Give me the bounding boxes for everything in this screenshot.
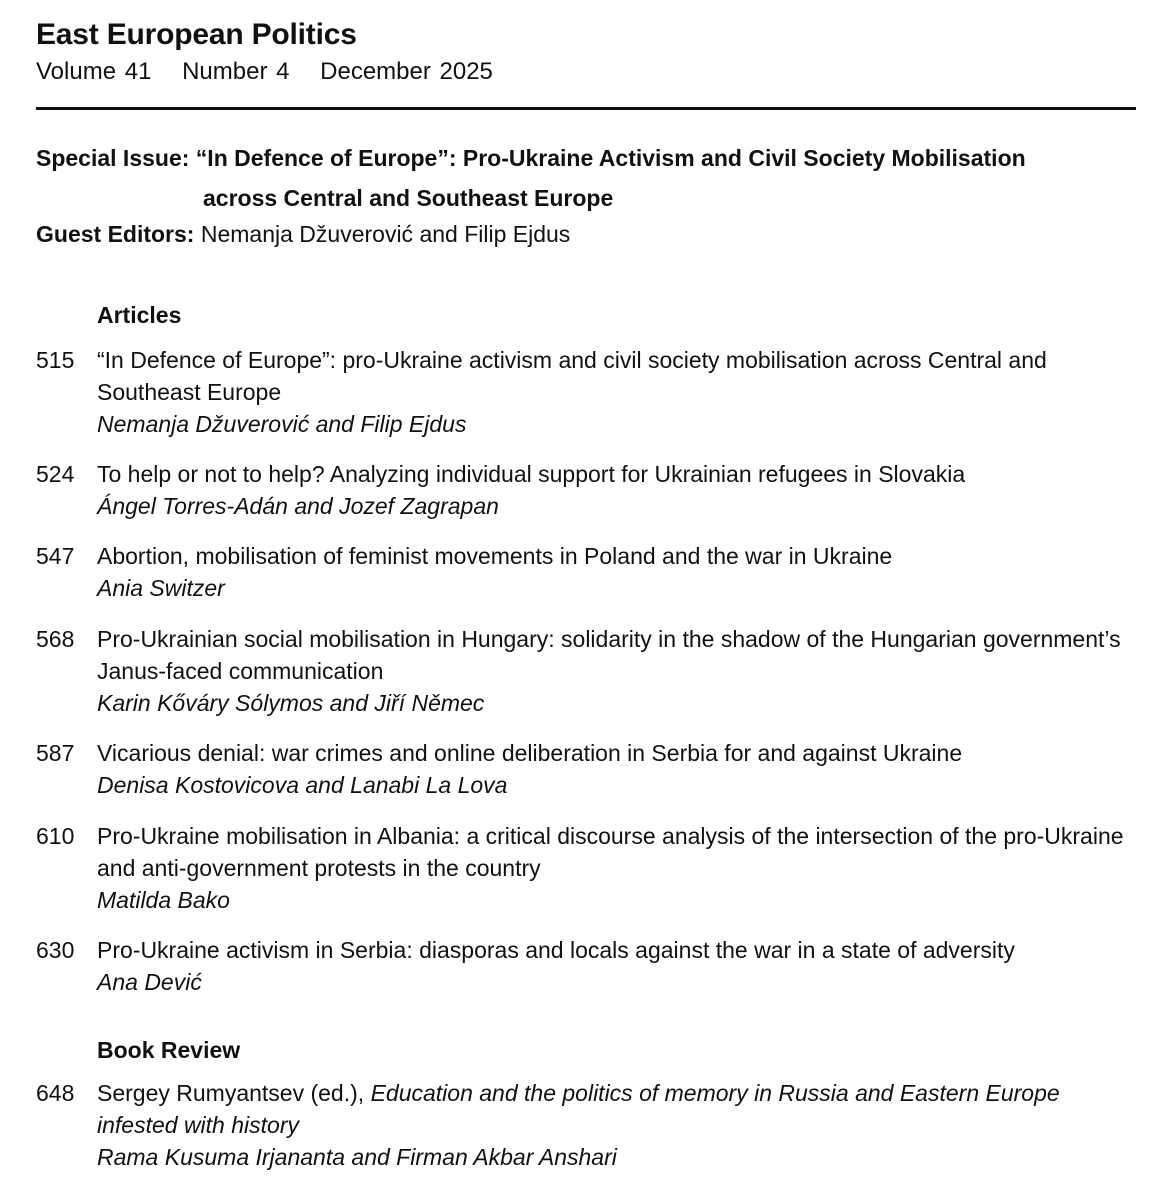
article-entry[interactable] xyxy=(36,540,1146,604)
article-authors: Ana Dević xyxy=(97,969,202,995)
article-authors: Matilda Bako xyxy=(97,887,230,913)
page-number: 587 xyxy=(36,740,75,766)
article-title: Abortion, mobilisation of feminist movements in Poland and the war in Ukraine xyxy=(97,543,893,569)
journal-title: East European Politics xyxy=(36,18,357,51)
issue-date: December 2025 xyxy=(320,58,493,85)
book-review-editor: Sergey Rumyantsev (ed.), xyxy=(97,1080,371,1106)
page-number: 610 xyxy=(36,823,75,849)
article-title: Pro-Ukrainian social mobilisation in Hungary: solidarity in the shadow of the Hungarian government’s Janus-faced communication xyxy=(97,626,1121,684)
guest-editors-label: Guest Editors: xyxy=(36,221,195,247)
special-issue-line-2: across Central and Southeast Europe xyxy=(203,185,614,211)
guest-editors xyxy=(36,221,570,248)
article-entry[interactable] xyxy=(36,623,1146,719)
page-number: 648 xyxy=(36,1080,75,1106)
page-number: 515 xyxy=(36,347,75,373)
book-review-authors: Rama Kusuma Irjananta and Firman Akbar Anshari xyxy=(97,1144,617,1170)
article-authors: Nemanja Džuverović and Filip Ejdus xyxy=(97,411,467,437)
article-title: Vicarious denial: war crimes and online deliberation in Serbia for and against Ukraine xyxy=(97,740,963,766)
article-entry[interactable] xyxy=(36,458,1146,522)
article-title: “In Defence of Europe”: pro-Ukraine activism and civil society mobilisation across Central and Southeast Europe xyxy=(97,347,1047,405)
special-issue-title xyxy=(36,138,1146,218)
article-authors: Ania Switzer xyxy=(97,575,225,601)
article-title: Pro-Ukraine mobilisation in Albania: a critical discourse analysis of the intersection of the pro-Ukraine and anti-government protests in the country xyxy=(97,823,1124,881)
article-entry[interactable] xyxy=(36,934,1146,998)
article-entry[interactable] xyxy=(36,344,1146,440)
book-review-title: Education and the politics of memory in Russia and Eastern Europe infested with history xyxy=(97,1080,1060,1138)
guest-editors-names: Nemanja Džuverović and Filip Ejdus xyxy=(194,221,571,247)
page-number: 524 xyxy=(36,461,75,487)
issue-number: Number 4 xyxy=(182,58,290,85)
article-authors: Karin Kőváry Sólymos and Jiří Němec xyxy=(97,690,485,716)
volume: Volume 41 xyxy=(36,58,152,85)
article-entry[interactable] xyxy=(36,737,1146,801)
page-number: 568 xyxy=(36,626,75,652)
section-heading-articles: Articles xyxy=(97,302,182,328)
special-issue-line-1: Special Issue: “In Defence of Europe”: Pro-Ukraine Activism and Civil Society Mobilisation xyxy=(36,145,1026,171)
page-number: 630 xyxy=(36,937,75,963)
article-authors: Ángel Torres-Adán and Jozef Zagrapan xyxy=(97,493,499,519)
article-entry[interactable] xyxy=(36,820,1146,916)
issue-info xyxy=(36,58,515,86)
book-review-entry[interactable] xyxy=(36,1077,1146,1173)
page-number: 547 xyxy=(36,543,75,569)
header-divider xyxy=(36,107,1136,110)
section-heading-book-review: Book Review xyxy=(97,1037,241,1063)
article-title: Pro-Ukraine activism in Serbia: diasporas and locals against the war in a state of adversity xyxy=(97,937,1015,963)
article-title: To help or not to help? Analyzing individual support for Ukrainian refugees in Slovakia xyxy=(97,461,966,487)
article-authors: Denisa Kostovicova and Lanabi La Lova xyxy=(97,772,508,798)
